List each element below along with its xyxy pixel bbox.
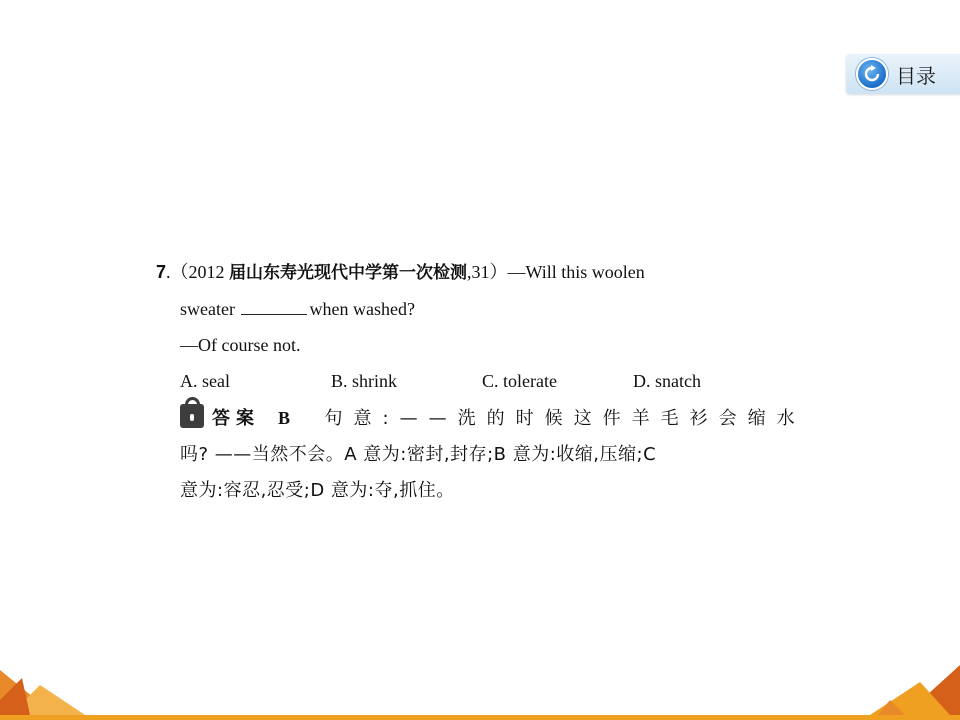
- question-stem-2b: when washed?: [309, 299, 415, 319]
- option-d: D. snatch: [633, 371, 701, 391]
- question-source-open: .（2012: [166, 262, 230, 282]
- refresh-icon: [856, 58, 888, 90]
- answer-letter: B: [278, 408, 291, 428]
- answer-text-1: 句意:——洗的时候这件羊毛衫会缩水: [324, 408, 806, 429]
- lock-icon: [180, 404, 204, 428]
- bottom-decoration: [0, 660, 960, 720]
- option-c: C. tolerate: [482, 371, 557, 391]
- question-stem-2a: sweater: [180, 299, 240, 319]
- question-line-2: [156, 291, 806, 327]
- question-block: [156, 254, 806, 399]
- question-reply: —Of course not.: [180, 335, 301, 355]
- answer-text-3: 意为:容忍,忍受;D 意为:夺,抓住。: [180, 480, 455, 501]
- option-b: B. shrink: [331, 371, 398, 391]
- answer-line-1: [180, 400, 806, 437]
- answer-title: 答案: [212, 408, 260, 429]
- toc-button[interactable]: [846, 54, 960, 94]
- answer-block: [180, 400, 806, 509]
- toc-label: 目录: [896, 63, 936, 88]
- question-stem-1: —Will this woolen: [507, 262, 645, 282]
- question-source-close: ,31）: [467, 262, 508, 282]
- question-line-1: [156, 254, 806, 291]
- options-row: [156, 363, 806, 399]
- question-number: 7: [156, 262, 167, 282]
- answer-text-2: 吗? ——当然不会。A 意为:密封,封存;B 意为:收缩,压缩;C: [180, 444, 657, 465]
- option-a: A. seal: [180, 371, 230, 391]
- answer-blank: [241, 300, 307, 315]
- question-source: 届山东寿光现代中学第一次检测: [229, 263, 468, 283]
